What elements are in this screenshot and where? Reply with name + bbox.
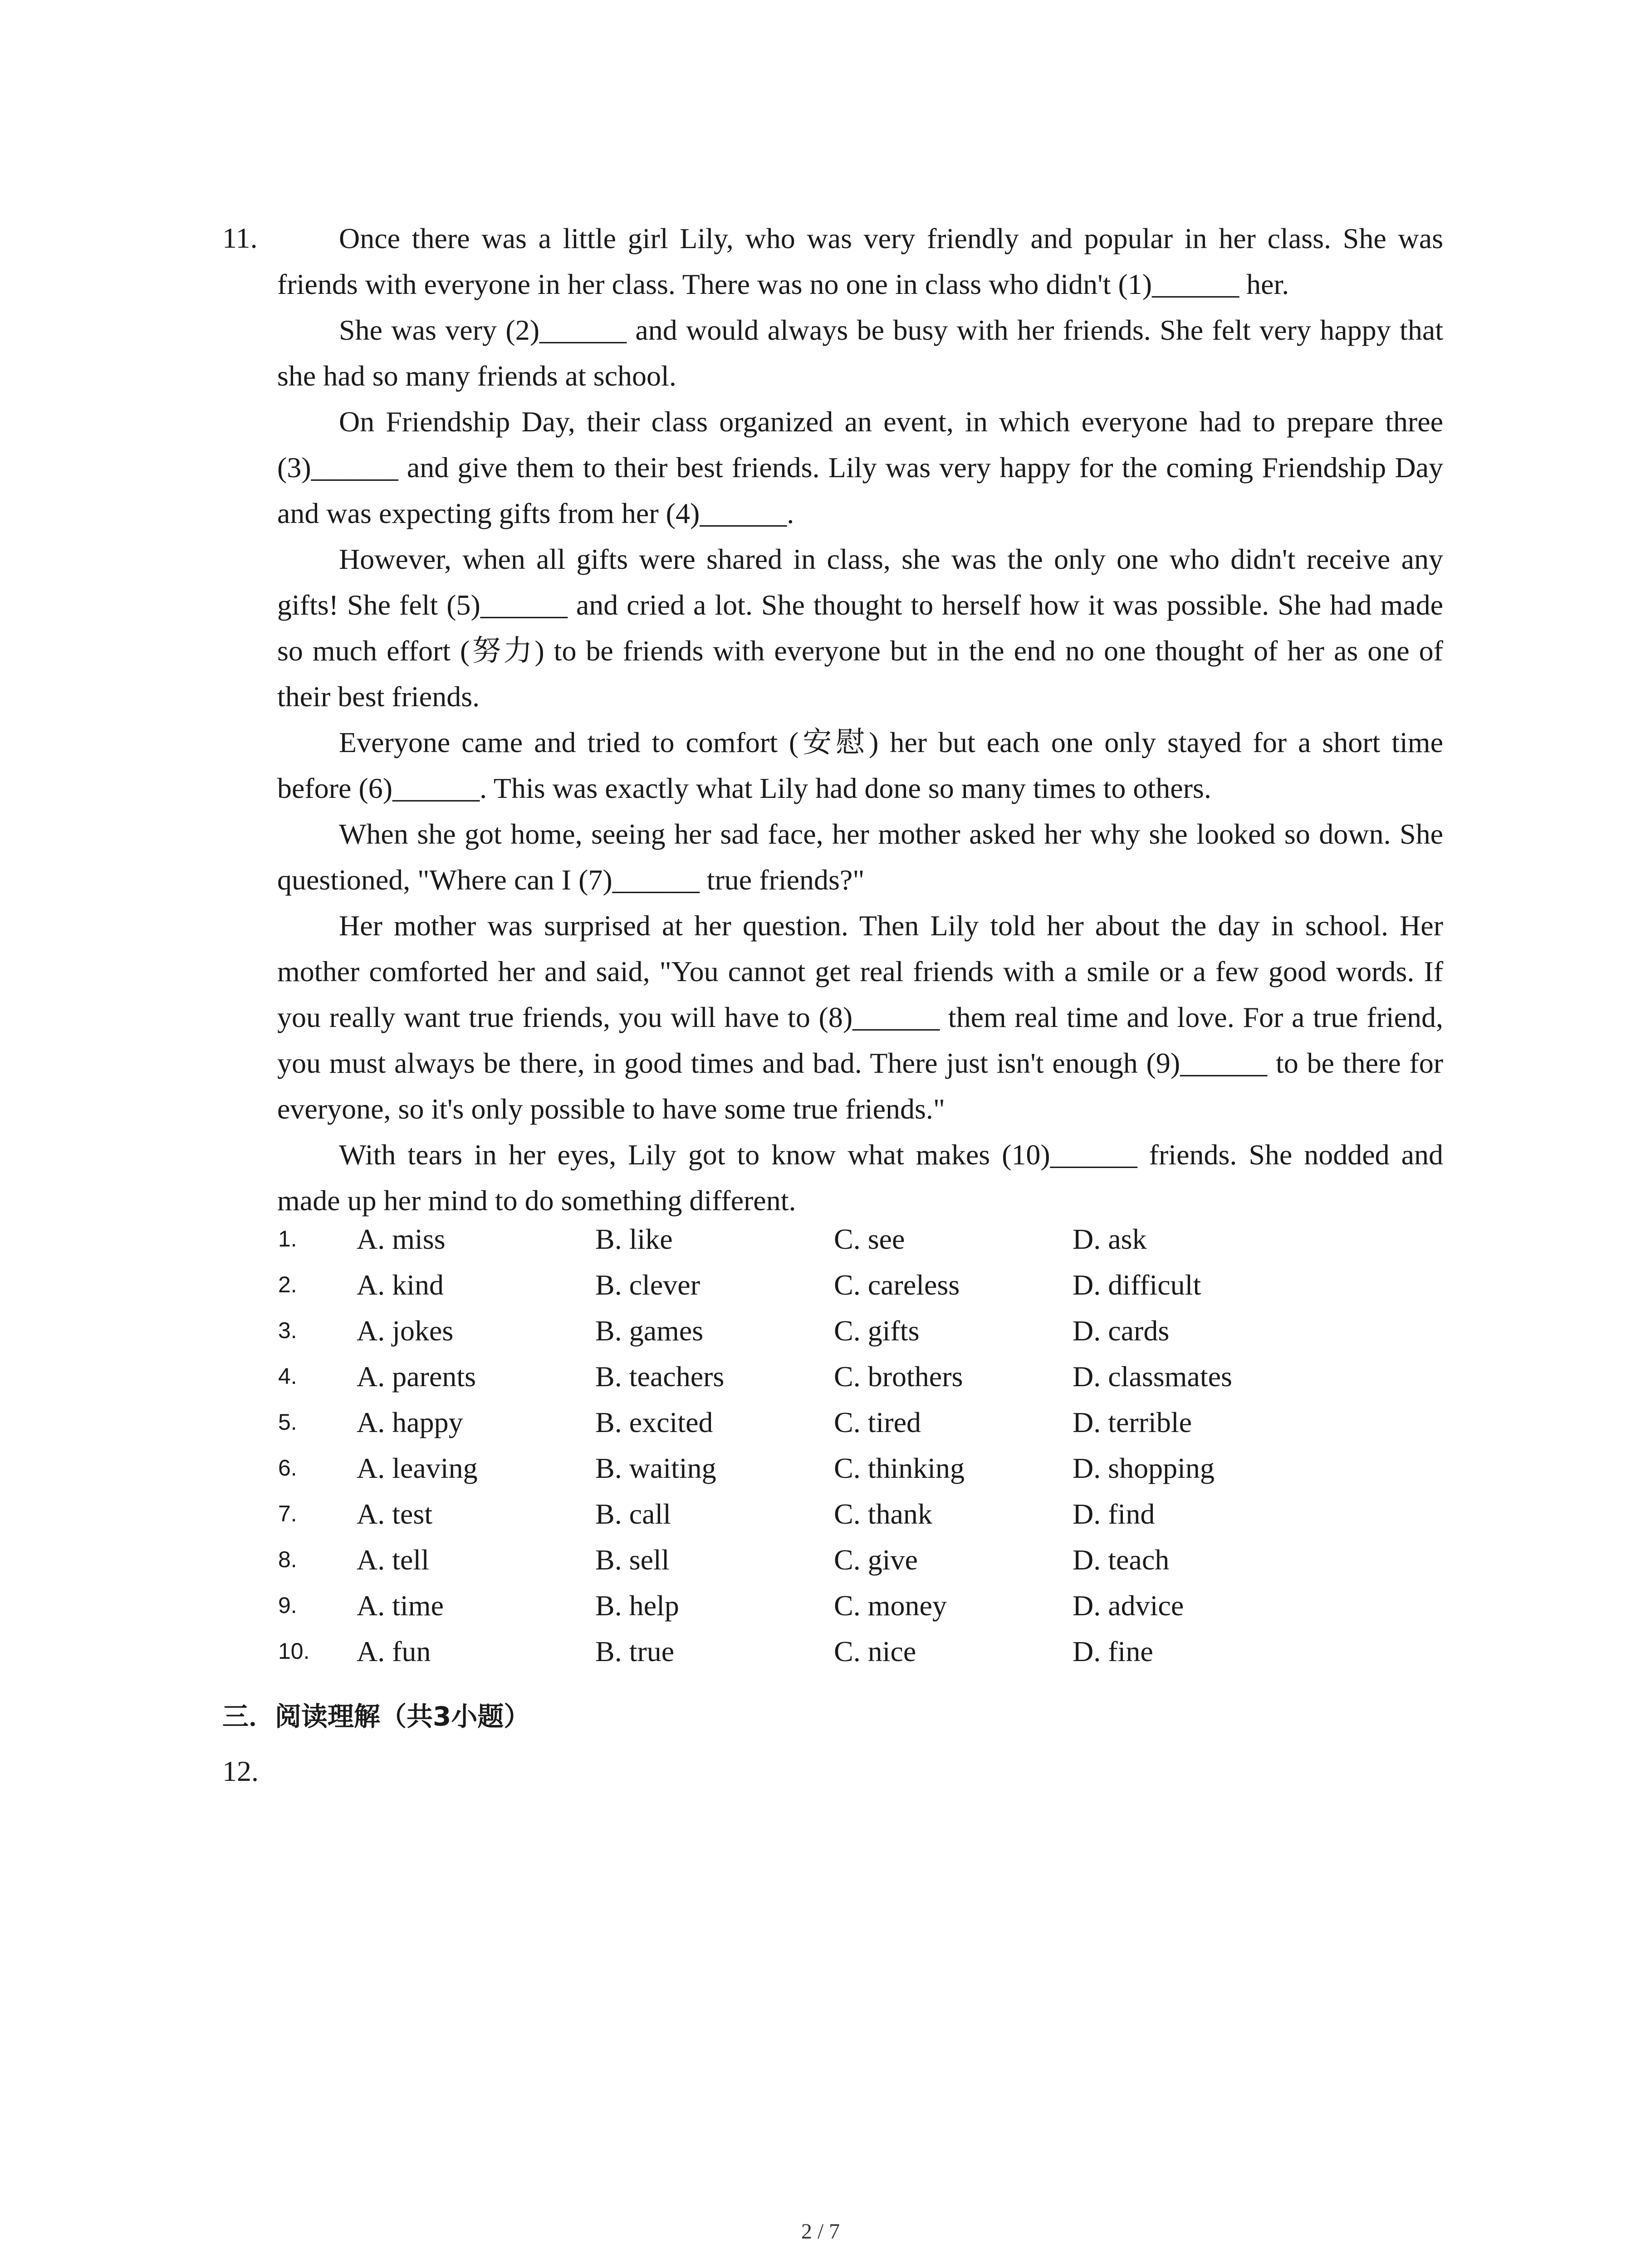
cloze-passage — [277, 215, 1443, 1223]
option-c: C. gifts — [834, 1315, 920, 1347]
option-row — [0, 1628, 1641, 1674]
option-d: D. cards — [1073, 1315, 1170, 1347]
passage-paragraph: Once there was a little girl Lily, who was very friendly and popular in her class. She was friends with everyone in her class. There was no one in class who didn't (1)______ her. — [277, 222, 1443, 300]
passage-paragraph: However, when all gifts were shared in class, she was the only one who didn't receive any gifts! She felt (5)______ and cried a lot. She thought to herself how it was possible. She had made so much effort (努力) to be friends with everyone but in the end no one thought of her as one of their best friends. — [277, 543, 1443, 713]
option-d: D. shopping — [1073, 1452, 1215, 1484]
option-b: B. teachers — [595, 1360, 725, 1393]
option-row-number: 9. — [278, 1593, 297, 1618]
option-row-number: 6. — [278, 1455, 297, 1481]
passage-paragraph: On Friendship Day, their class organized an event, in which everyone had to prepare three (3)______ and give them to their best friends. Lily was very happy for the coming Friendship Day and was expecting gifts from her (4)______. — [277, 406, 1443, 529]
option-a: A. parents — [357, 1360, 476, 1393]
page-number: 2 / 7 — [801, 2219, 840, 2244]
option-row-number: 10. — [278, 1638, 310, 1664]
option-row — [0, 1445, 1641, 1491]
option-c: C. careless — [834, 1269, 960, 1301]
option-row — [0, 1583, 1641, 1628]
option-a: A. kind — [357, 1269, 444, 1301]
option-a: A. time — [357, 1589, 444, 1622]
option-row — [0, 1399, 1641, 1445]
option-c: C. thank — [834, 1498, 932, 1530]
option-c: C. brothers — [834, 1360, 963, 1393]
answer-options — [0, 1216, 1641, 1674]
option-c: C. thinking — [834, 1452, 965, 1484]
option-row — [0, 1308, 1641, 1354]
option-a: A. miss — [357, 1223, 446, 1255]
passage-paragraph: Everyone came and tried to comfort (安慰) her but each one only stayed for a short time before (6)______. This was exactly what Lily had done so many times to others. — [277, 726, 1443, 804]
option-d: D. teach — [1073, 1544, 1170, 1576]
option-d: D. classmates — [1073, 1360, 1232, 1393]
question-12-number: 12. — [222, 1755, 259, 1787]
option-d: D. find — [1073, 1498, 1155, 1530]
option-row-number: 5. — [278, 1409, 297, 1435]
option-row-number: 4. — [278, 1364, 297, 1389]
option-row — [0, 1354, 1641, 1399]
option-b: B. true — [595, 1635, 675, 1667]
option-row — [0, 1262, 1641, 1308]
option-d: D. ask — [1073, 1223, 1147, 1255]
option-b: B. excited — [595, 1406, 713, 1438]
option-a: A. happy — [357, 1406, 463, 1438]
section-heading: 三．阅读理解（共3小题） — [222, 1701, 530, 1732]
option-a: A. jokes — [357, 1315, 454, 1347]
option-row — [0, 1491, 1641, 1537]
passage-paragraph: When she got home, seeing her sad face, her mother asked her why she looked so down. She questioned, "Where can I (7)______ true friends?" — [277, 818, 1443, 896]
option-row-number: 3. — [278, 1318, 297, 1343]
option-row-number: 8. — [278, 1547, 297, 1572]
option-a: A. test — [357, 1498, 433, 1530]
option-b: B. clever — [595, 1269, 700, 1301]
option-c: C. give — [834, 1544, 918, 1576]
option-b: B. like — [595, 1223, 673, 1255]
question-11-number: 11. — [222, 222, 258, 254]
option-a: A. tell — [357, 1544, 429, 1576]
option-c: C. tired — [834, 1406, 921, 1438]
option-row — [0, 1216, 1641, 1262]
option-row-number: 7. — [278, 1501, 297, 1526]
passage-paragraph: With tears in her eyes, Lily got to know what makes (10)______ friends. She nodded and made up her mind to do something different. — [277, 1139, 1443, 1217]
passage-paragraph: Her mother was surprised at her question. Then Lily told her about the day in school. Her mother comforted her and said, "You cannot get real friends with a smile or a few good words. If you really want true friends, you will have to (8)______ them real time and love. For a true friend, you must always be there, in good times and bad. There just isn't enough (9)______ to be there for everyone, so it's only possible to have some true friends." — [277, 909, 1443, 1125]
option-b: B. help — [595, 1589, 679, 1622]
option-c: C. money — [834, 1589, 947, 1622]
option-row — [0, 1537, 1641, 1583]
option-c: C. see — [834, 1223, 905, 1255]
option-d: D. terrible — [1073, 1406, 1192, 1438]
option-b: B. games — [595, 1315, 704, 1347]
option-b: B. call — [595, 1498, 671, 1530]
option-c: C. nice — [834, 1635, 916, 1667]
option-d: D. fine — [1073, 1635, 1153, 1667]
option-row-number: 2. — [278, 1272, 297, 1297]
option-d: D. difficult — [1073, 1269, 1201, 1301]
option-d: D. advice — [1073, 1589, 1184, 1622]
passage-paragraph: She was very (2)______ and would always be busy with her friends. She felt very happy that she had so many friends at school. — [277, 314, 1443, 392]
option-a: A. leaving — [357, 1452, 478, 1484]
option-b: B. waiting — [595, 1452, 716, 1484]
option-a: A. fun — [357, 1635, 431, 1667]
option-b: B. sell — [595, 1544, 670, 1576]
option-row-number: 1. — [278, 1226, 297, 1251]
